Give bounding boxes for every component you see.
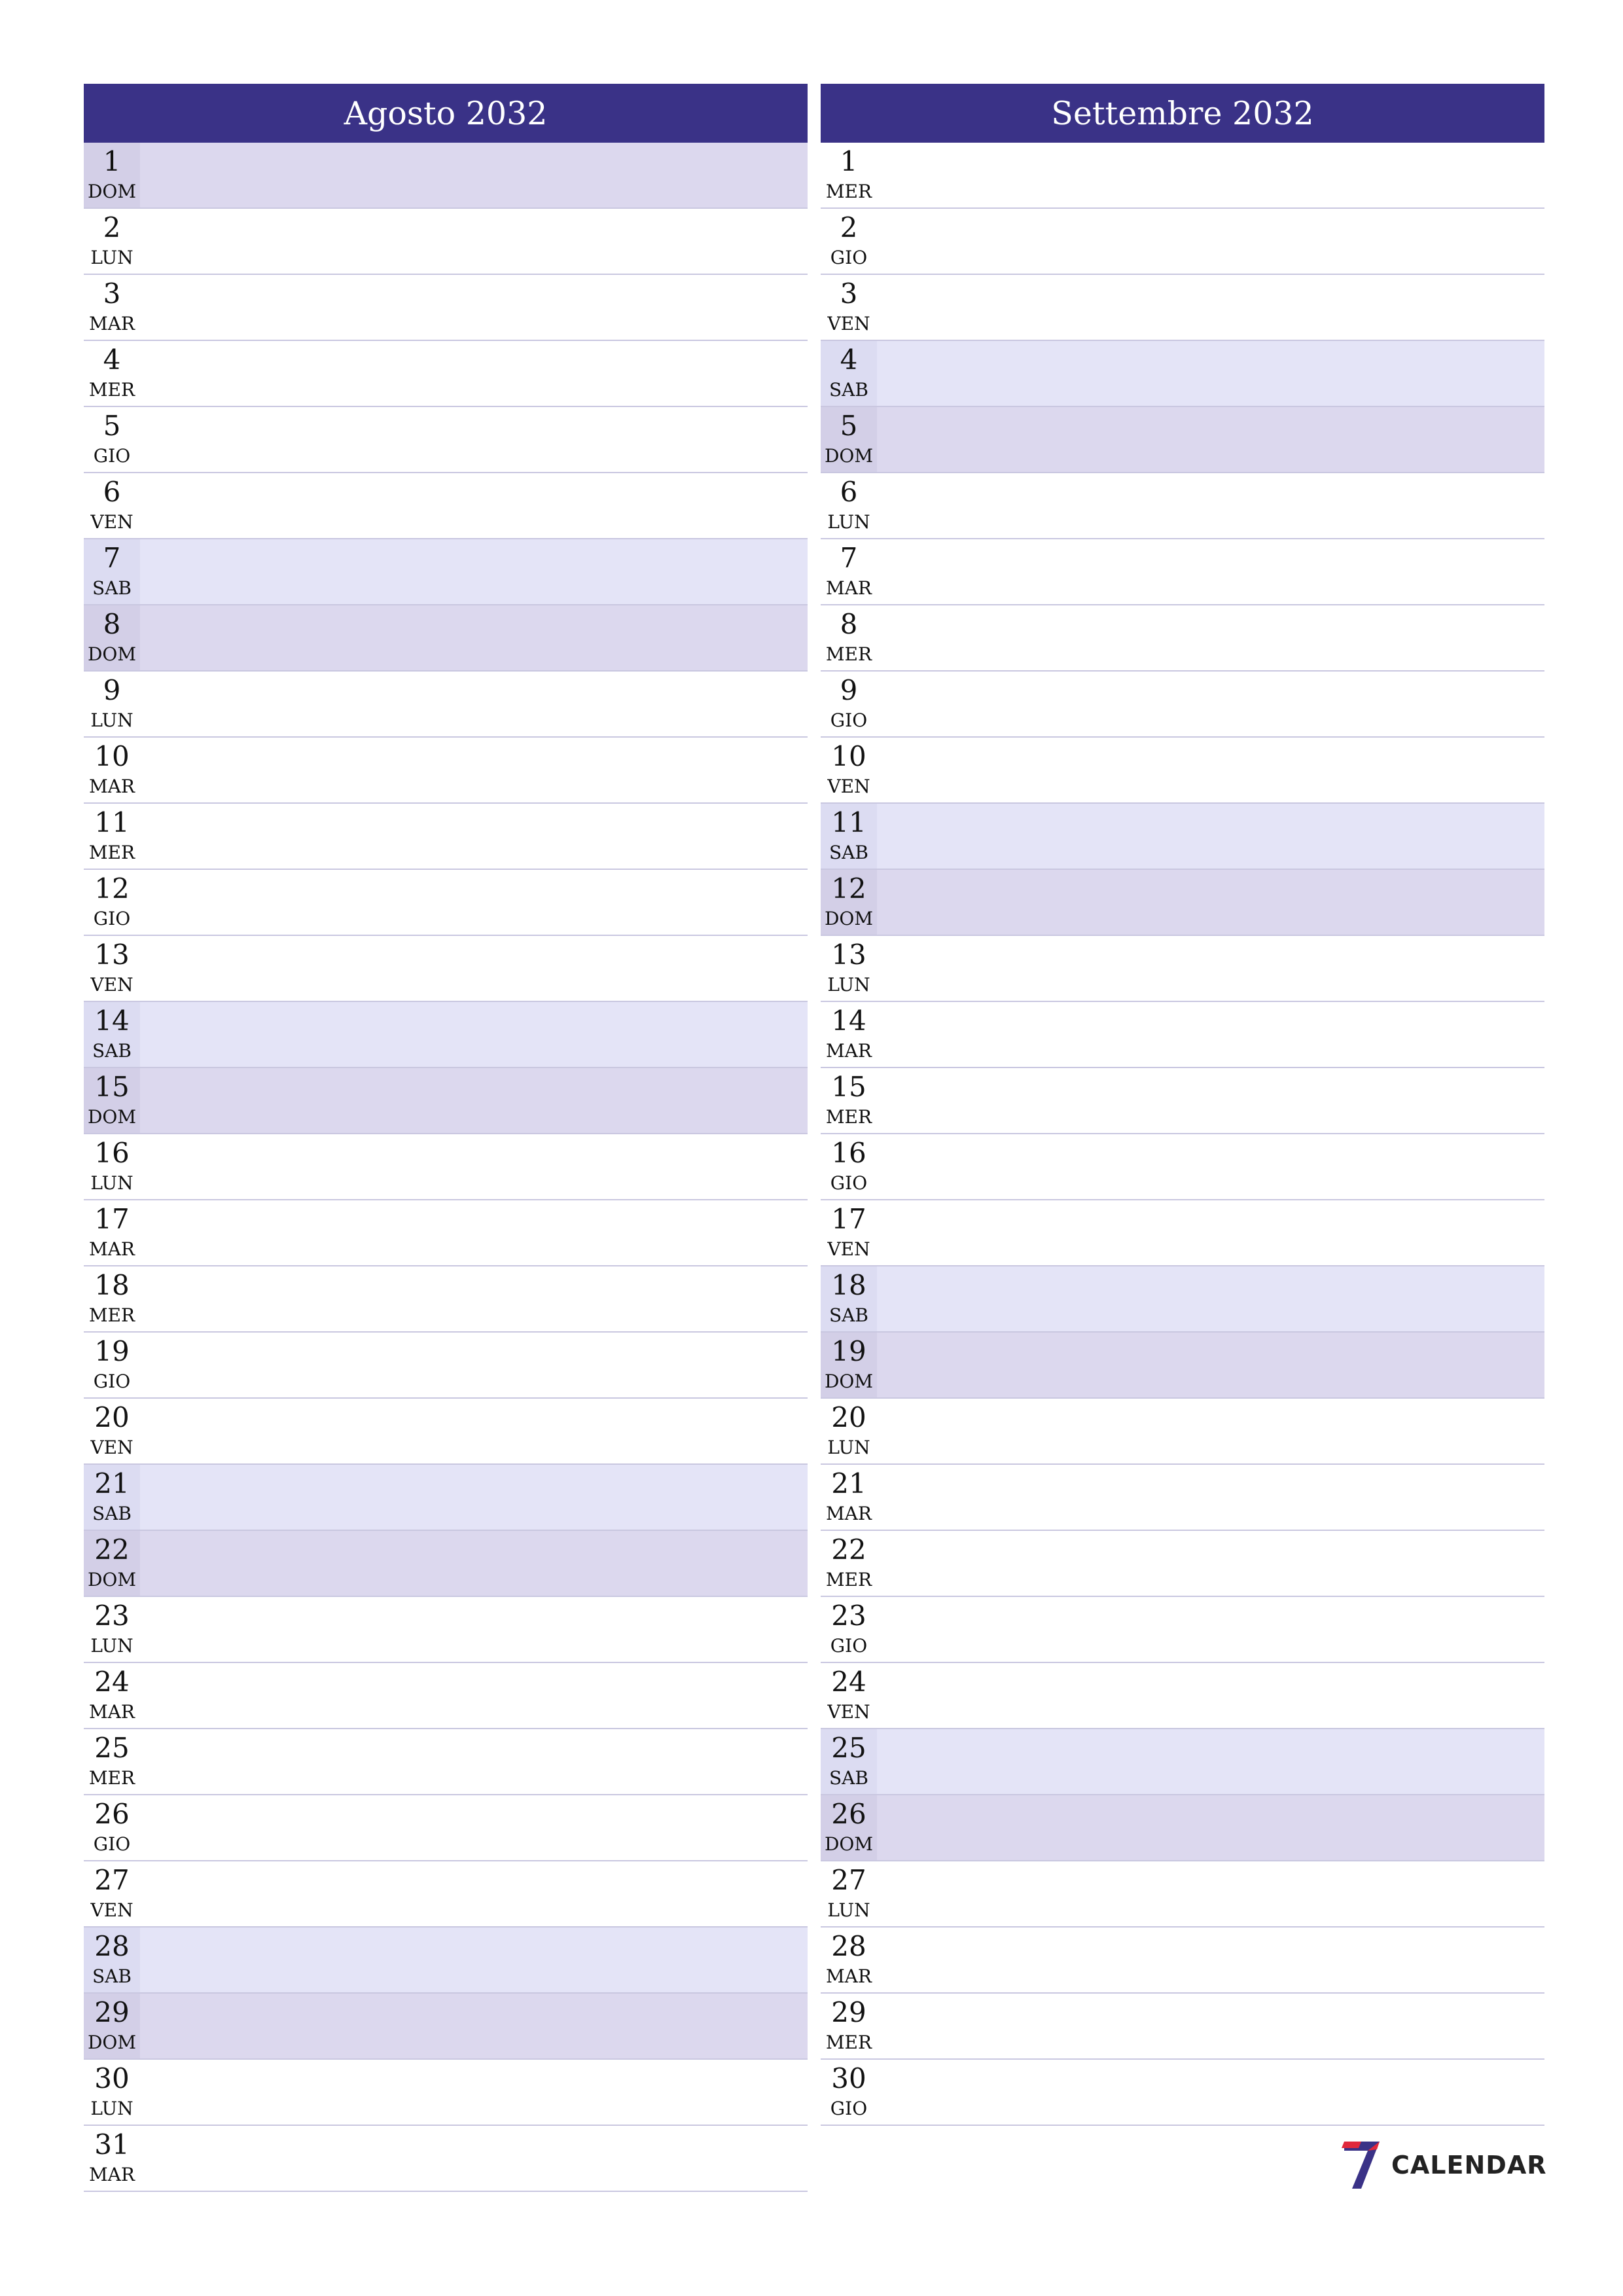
day-row: [84, 1134, 808, 1200]
weekday-label: MER: [88, 1767, 135, 1789]
day-number: 29: [831, 1996, 866, 2028]
day-number: 18: [831, 1269, 866, 1301]
month-title: Agosto 2032: [84, 84, 808, 143]
day-row: [84, 936, 808, 1002]
day-cell: [821, 143, 877, 207]
weekday-label: DOM: [87, 2032, 137, 2053]
day-cell: [84, 1002, 140, 1067]
day-row: [821, 1068, 1544, 1134]
weekday-label: GIO: [830, 1635, 868, 1657]
day-number: 3: [840, 278, 858, 310]
weekday-label: VEN: [827, 313, 870, 334]
day-cell: [84, 407, 140, 472]
day-number: 9: [103, 674, 121, 706]
day-number: 2: [840, 211, 858, 243]
weekday-label: SAB: [92, 1965, 132, 1987]
day-row: [84, 1531, 808, 1597]
day-cell: [821, 1465, 877, 1530]
day-row: [821, 143, 1544, 209]
weekday-label: MER: [88, 379, 135, 401]
day-cell: [84, 1465, 140, 1530]
weekday-label: DOM: [87, 181, 137, 202]
day-number: 9: [840, 674, 858, 706]
weekday-label: SAB: [829, 379, 868, 401]
day-row: [821, 1465, 1544, 1531]
day-row: [821, 1597, 1544, 1663]
day-row: [84, 1994, 808, 2060]
day-cell: [821, 870, 877, 935]
day-row: [821, 1002, 1544, 1068]
seven-logo-icon: [1342, 2139, 1382, 2191]
month-september: [821, 84, 1544, 2126]
day-number: 1: [103, 145, 121, 177]
weekday-label: GIO: [830, 2098, 868, 2119]
day-number: 18: [94, 1269, 130, 1301]
day-row: [821, 1531, 1544, 1597]
day-number: 29: [94, 1996, 130, 2028]
day-cell: [821, 936, 877, 1001]
weekday-label: LUN: [90, 247, 134, 268]
day-number: 30: [94, 2062, 130, 2094]
weekday-label: VEN: [827, 1701, 870, 1723]
day-number: 7: [103, 542, 121, 574]
weekday-label: GIO: [830, 709, 868, 731]
day-row: [821, 1861, 1544, 1928]
day-row: [84, 341, 808, 407]
weekday-label: MAR: [89, 1238, 135, 1260]
day-row: [84, 1333, 808, 1399]
day-row: [84, 407, 808, 473]
day-cell: [84, 1795, 140, 1860]
day-number: 14: [831, 1005, 866, 1037]
day-number: 19: [94, 1335, 130, 1367]
day-number: 25: [94, 1732, 130, 1764]
day-row: [84, 2060, 808, 2126]
day-cell: [84, 605, 140, 670]
weekday-label: VEN: [827, 776, 870, 797]
weekday-label: LUN: [90, 709, 134, 731]
day-cell: [84, 1200, 140, 1265]
day-number: 30: [831, 2062, 866, 2094]
day-cell: [821, 672, 877, 736]
day-row: [821, 605, 1544, 672]
weekday-label: LUN: [827, 1899, 870, 1921]
day-number: 24: [831, 1666, 866, 1698]
day-row: [821, 2060, 1544, 2126]
day-cell: [821, 1002, 877, 1067]
day-cell: [821, 1729, 877, 1794]
day-number: 28: [94, 1930, 130, 1962]
brand-logo: [1342, 2139, 1546, 2191]
day-cell: [821, 738, 877, 802]
day-row: [84, 1200, 808, 1266]
weekday-label: GIO: [93, 1833, 131, 1855]
day-cell: [84, 1266, 140, 1331]
day-number: 23: [831, 1600, 866, 1632]
day-number: 12: [831, 872, 866, 905]
day-cell: [821, 1531, 877, 1596]
month-title: Settembre 2032: [821, 84, 1544, 143]
day-row: [821, 870, 1544, 936]
day-number: 5: [103, 410, 121, 442]
weekday-label: VEN: [90, 1437, 134, 1458]
weekday-label: MAR: [826, 1965, 872, 1987]
day-row: [821, 473, 1544, 539]
weekday-label: DOM: [87, 1106, 137, 1128]
weekday-label: GIO: [93, 908, 131, 929]
day-number: 22: [831, 1534, 866, 1566]
day-number: 27: [831, 1864, 866, 1896]
day-cell: [84, 473, 140, 538]
weekday-label: GIO: [93, 1371, 131, 1392]
weekday-label: SAB: [92, 1503, 132, 1524]
weekday-label: MAR: [89, 776, 135, 797]
day-number: 5: [840, 410, 858, 442]
day-cell: [84, 804, 140, 869]
day-number: 17: [94, 1203, 130, 1235]
day-cell: [84, 1861, 140, 1926]
day-row: [821, 539, 1544, 605]
day-number: 15: [831, 1071, 866, 1103]
weekday-label: VEN: [90, 1899, 134, 1921]
weekday-label: MER: [825, 2032, 872, 2053]
day-row: [821, 275, 1544, 341]
weekday-label: DOM: [824, 1371, 874, 1392]
day-number: 26: [831, 1798, 866, 1830]
weekday-label: MER: [825, 1106, 872, 1128]
day-row: [84, 1465, 808, 1531]
day-number: 14: [94, 1005, 130, 1037]
day-cell: [821, 1663, 877, 1728]
day-row: [821, 1200, 1544, 1266]
day-row: [84, 473, 808, 539]
day-number: 1: [840, 145, 858, 177]
weekday-label: LUN: [827, 1437, 870, 1458]
day-row: [84, 804, 808, 870]
day-cell: [821, 539, 877, 604]
day-cell: [821, 1266, 877, 1331]
weekday-label: DOM: [824, 908, 874, 929]
day-cell: [821, 1795, 877, 1860]
day-number: 3: [103, 278, 121, 310]
day-cell: [821, 804, 877, 869]
day-cell: [84, 1333, 140, 1397]
day-number: 6: [103, 476, 121, 508]
weekday-label: SAB: [829, 1304, 868, 1326]
day-cell: [821, 1200, 877, 1265]
day-row: [84, 143, 808, 209]
day-row: [84, 1928, 808, 1994]
day-number: 16: [831, 1137, 866, 1169]
day-row: [821, 1399, 1544, 1465]
day-row: [821, 804, 1544, 870]
weekday-label: LUN: [827, 974, 870, 996]
weekday-label: MAR: [89, 1701, 135, 1723]
weekday-label: MAR: [826, 577, 872, 599]
day-row: [821, 1994, 1544, 2060]
day-row: [84, 1663, 808, 1729]
day-number: 15: [94, 1071, 130, 1103]
day-cell: [821, 1068, 877, 1133]
day-number: 28: [831, 1930, 866, 1962]
day-number: 21: [94, 1467, 130, 1499]
day-cell: [84, 1134, 140, 1199]
day-cell: [821, 275, 877, 340]
day-cell: [84, 936, 140, 1001]
day-number: 17: [831, 1203, 866, 1235]
weekday-label: VEN: [827, 1238, 870, 1260]
day-number: 20: [94, 1401, 130, 1433]
day-cell: [84, 2060, 140, 2125]
weekday-label: DOM: [87, 1569, 137, 1590]
day-row: [84, 1729, 808, 1795]
day-number: 26: [94, 1798, 130, 1830]
weekday-label: MER: [825, 181, 872, 202]
day-row: [84, 1068, 808, 1134]
day-number: 7: [840, 542, 858, 574]
day-cell: [821, 1134, 877, 1199]
day-cell: [84, 870, 140, 935]
day-row: [84, 870, 808, 936]
weekday-label: DOM: [824, 1833, 874, 1855]
day-cell: [821, 209, 877, 274]
day-cell: [84, 341, 140, 406]
day-row: [821, 672, 1544, 738]
weekday-label: VEN: [90, 511, 134, 533]
day-cell: [84, 1068, 140, 1133]
day-cell: [821, 473, 877, 538]
weekday-label: MER: [825, 1569, 872, 1590]
day-row: [84, 605, 808, 672]
day-row: [821, 1795, 1544, 1861]
weekday-label: LUN: [827, 511, 870, 533]
day-number: 23: [94, 1600, 130, 1632]
day-row: [84, 539, 808, 605]
day-row: [821, 1729, 1544, 1795]
day-row: [84, 209, 808, 275]
weekday-label: MAR: [826, 1040, 872, 1062]
day-number: 4: [103, 344, 121, 376]
day-cell: [84, 1531, 140, 1596]
day-cell: [821, 605, 877, 670]
day-number: 8: [103, 608, 121, 640]
day-number: 22: [94, 1534, 130, 1566]
day-cell: [84, 738, 140, 802]
day-row: [821, 738, 1544, 804]
day-number: 8: [840, 608, 858, 640]
day-row: [84, 2126, 808, 2192]
day-cell: [84, 1994, 140, 2058]
day-cell: [821, 407, 877, 472]
day-number: 24: [94, 1666, 130, 1698]
day-number: 21: [831, 1467, 866, 1499]
day-cell: [84, 1729, 140, 1794]
day-number: 4: [840, 344, 858, 376]
day-number: 10: [94, 740, 130, 772]
day-number: 25: [831, 1732, 866, 1764]
weekday-label: MAR: [89, 313, 135, 334]
day-row: [84, 1266, 808, 1333]
day-number: 11: [94, 806, 130, 838]
day-cell: [821, 1994, 877, 2058]
day-cell: [84, 1663, 140, 1728]
day-cell: [84, 209, 140, 274]
day-row: [84, 738, 808, 804]
month-august: [84, 84, 808, 2192]
weekday-label: SAB: [92, 1040, 132, 1062]
weekday-label: GIO: [830, 1172, 868, 1194]
weekday-label: MAR: [89, 2164, 135, 2185]
day-cell: [821, 1861, 877, 1926]
day-cell: [84, 672, 140, 736]
day-cell: [84, 1928, 140, 1992]
day-row: [821, 209, 1544, 275]
day-row: [84, 1795, 808, 1861]
day-number: 16: [94, 1137, 130, 1169]
day-number: 19: [831, 1335, 866, 1367]
day-number: 6: [840, 476, 858, 508]
day-number: 2: [103, 211, 121, 243]
day-list: [821, 143, 1544, 2126]
day-row: [84, 672, 808, 738]
day-cell: [84, 539, 140, 604]
day-number: 11: [831, 806, 866, 838]
day-row: [821, 407, 1544, 473]
weekday-label: LUN: [90, 1635, 134, 1657]
day-number: 27: [94, 1864, 130, 1896]
day-row: [821, 936, 1544, 1002]
day-row: [821, 1928, 1544, 1994]
weekday-label: LUN: [90, 2098, 134, 2119]
day-number: 13: [94, 939, 130, 971]
weekday-label: LUN: [90, 1172, 134, 1194]
weekday-label: DOM: [824, 445, 874, 467]
weekday-label: SAB: [92, 577, 132, 599]
day-list: [84, 143, 808, 2192]
day-row: [821, 1134, 1544, 1200]
day-number: 31: [94, 2128, 130, 2161]
day-cell: [821, 2060, 877, 2125]
weekday-label: GIO: [93, 445, 131, 467]
day-row: [84, 1597, 808, 1663]
weekday-label: MER: [825, 643, 872, 665]
weekday-label: GIO: [830, 247, 868, 268]
day-row: [84, 1861, 808, 1928]
weekday-label: MAR: [826, 1503, 872, 1524]
day-cell: [821, 1333, 877, 1397]
day-cell: [821, 1399, 877, 1463]
weekday-label: MER: [88, 1304, 135, 1326]
day-row: [821, 1333, 1544, 1399]
day-cell: [84, 275, 140, 340]
logo-text: CALENDAR: [1391, 2151, 1547, 2179]
day-row: [84, 1002, 808, 1068]
day-number: 20: [831, 1401, 866, 1433]
day-cell: [821, 1597, 877, 1662]
day-row: [821, 1663, 1544, 1729]
day-cell: [821, 1928, 877, 1992]
weekday-label: DOM: [87, 643, 137, 665]
day-cell: [821, 341, 877, 406]
day-row: [821, 1266, 1544, 1333]
weekday-label: SAB: [829, 1767, 868, 1789]
day-row: [84, 275, 808, 341]
day-cell: [84, 1399, 140, 1463]
day-cell: [84, 2126, 140, 2191]
day-cell: [84, 1597, 140, 1662]
weekday-label: VEN: [90, 974, 134, 996]
weekday-label: MER: [88, 842, 135, 863]
day-number: 13: [831, 939, 866, 971]
day-cell: [84, 143, 140, 207]
day-number: 10: [831, 740, 866, 772]
day-row: [821, 341, 1544, 407]
day-row: [84, 1399, 808, 1465]
day-number: 12: [94, 872, 130, 905]
weekday-label: SAB: [829, 842, 868, 863]
